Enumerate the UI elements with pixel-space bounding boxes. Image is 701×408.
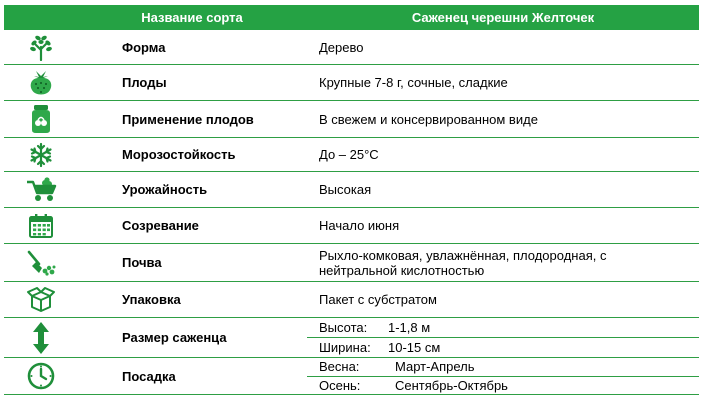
row-label: Применение плодов xyxy=(122,111,254,127)
table-row xyxy=(4,30,699,65)
jar-icon xyxy=(4,101,77,137)
row-value: Пакет с субстратом xyxy=(319,292,437,307)
box-icon xyxy=(4,282,77,317)
table-row xyxy=(4,358,699,395)
row-value: Начало июня xyxy=(319,218,400,233)
header-name: Название сорта xyxy=(141,10,243,25)
row-value: Высокая xyxy=(319,182,372,197)
table-header xyxy=(4,5,699,30)
table-row xyxy=(4,138,699,172)
sub-value: 1-1,8 м xyxy=(388,320,431,335)
soil-text-line2: нейтральной кислотностью xyxy=(319,262,485,278)
snowflake-icon xyxy=(4,138,77,171)
calendar-icon xyxy=(4,208,77,243)
row-label: Плоды xyxy=(122,75,167,90)
table-row xyxy=(4,65,699,101)
wheelbarrow-icon xyxy=(4,172,77,207)
row-label: Размер саженца xyxy=(122,330,227,345)
table-row xyxy=(4,208,699,244)
row-label: Форма xyxy=(122,39,166,55)
header-value: Саженец черешни Желточек xyxy=(411,10,595,25)
row-label: Почва xyxy=(122,255,162,270)
row-label: Посадка xyxy=(122,368,176,384)
sub-value: Март-Апрель xyxy=(395,359,475,375)
row-label: Морозостойкость xyxy=(122,147,236,162)
sub-key: Ширина: xyxy=(319,340,371,355)
planting-spring xyxy=(307,358,699,376)
row-label: Урожайность xyxy=(122,182,208,197)
variety-table xyxy=(4,5,699,395)
row-label: Созревание xyxy=(122,218,199,233)
table-row xyxy=(4,101,699,138)
size-height xyxy=(307,318,699,337)
table-row xyxy=(4,318,699,358)
table-row xyxy=(4,282,699,318)
sub-key: Осень: xyxy=(319,377,361,393)
planting-autumn xyxy=(307,376,699,395)
sub-key: Высота: xyxy=(319,320,368,335)
clock-icon xyxy=(4,358,77,394)
sub-key: Весна: xyxy=(319,359,360,375)
table-row xyxy=(4,244,699,282)
row-value: Крупные 7-8 г, сочные, сладкие xyxy=(319,75,508,90)
shovel-icon xyxy=(4,244,77,281)
size-width xyxy=(307,337,699,357)
row-label: Упаковка xyxy=(122,292,181,307)
sub-value: 10-15 см xyxy=(388,340,441,355)
sub-value: Сентябрь-Октябрь xyxy=(395,377,508,393)
berry-icon xyxy=(4,65,77,100)
row-value xyxy=(307,244,699,281)
arrow-updown-icon xyxy=(4,318,77,357)
tree-icon xyxy=(4,30,77,64)
row-value: Дерево xyxy=(319,39,364,55)
row-value xyxy=(307,358,699,394)
table-row xyxy=(4,172,699,208)
row-value xyxy=(307,318,699,357)
row-value: До – 25°С xyxy=(319,147,379,162)
soil-text-line1: Рыхло-комковая, увлажнённая, плодородная, с xyxy=(319,247,607,263)
row-value: В свежем и консервированном виде xyxy=(319,111,538,127)
